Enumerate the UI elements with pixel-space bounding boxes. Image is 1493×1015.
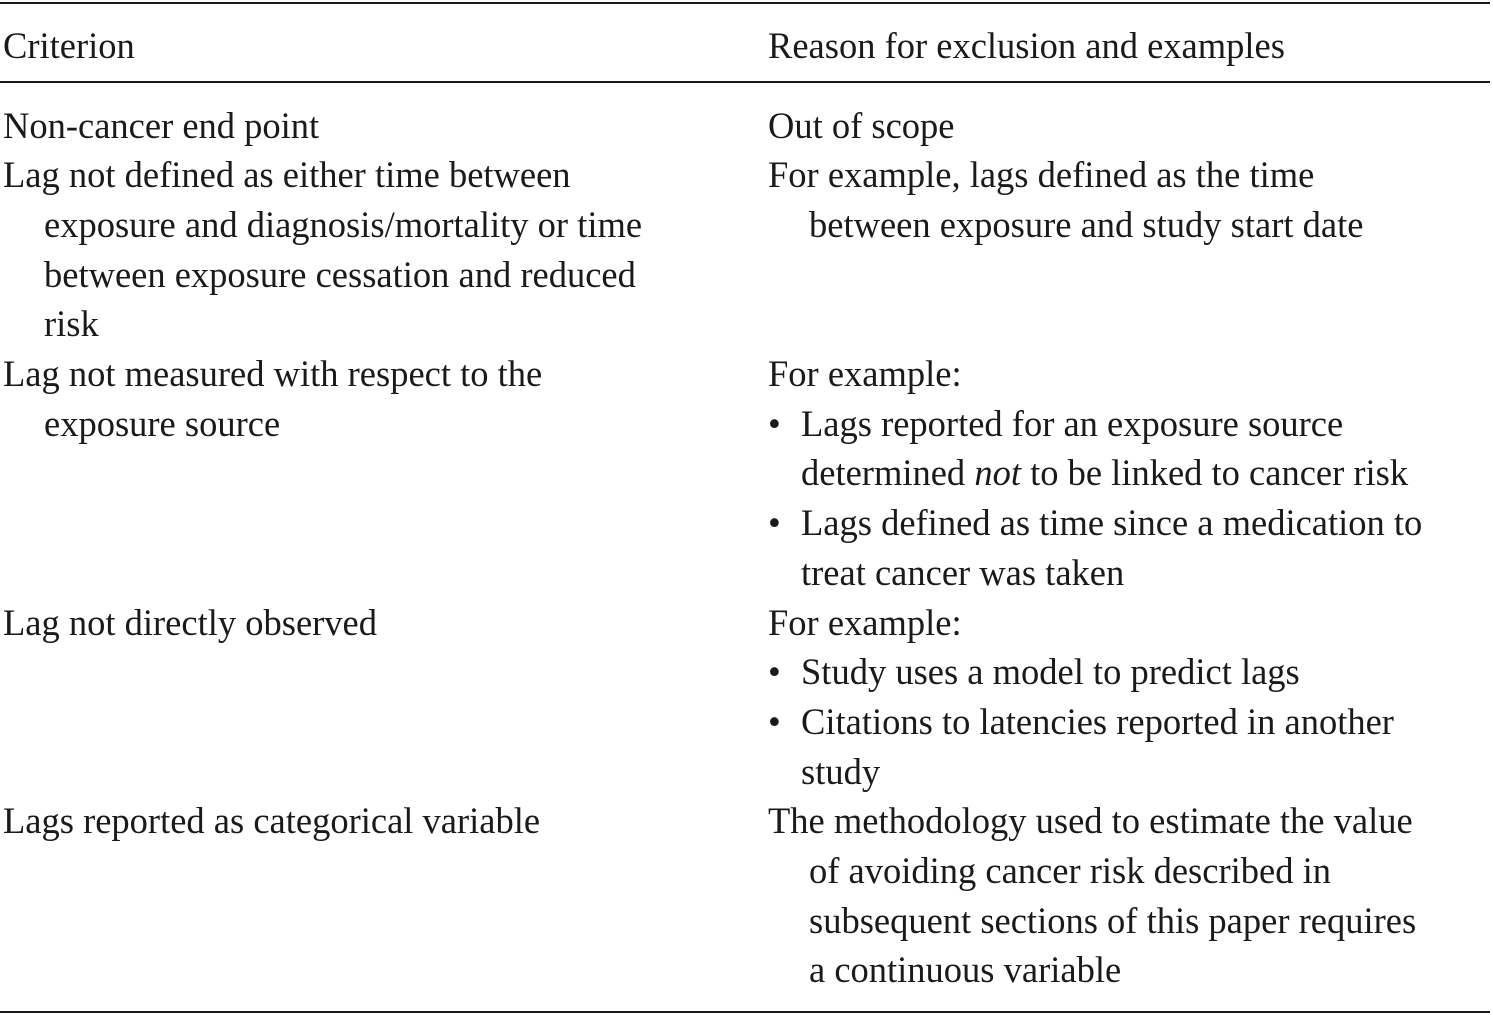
table-top-rule	[0, 2, 1490, 4]
row-3-bullet-1-line-1: Lags reported for an exposure source	[801, 403, 1344, 444]
row-4-criterion: Lag not directly observed	[3, 602, 378, 643]
row-4-bullet-2-line-1: Citations to latencies reported in another	[801, 701, 1394, 742]
row-3-reason-intro: For example:	[768, 353, 962, 394]
row-3-criterion-line-2: exposure source	[44, 403, 281, 444]
header-criterion: Criterion	[3, 25, 135, 66]
row-4-bullet-2-line-2: study	[801, 751, 881, 792]
row-4-reason-intro: For example:	[768, 602, 962, 643]
bullet-text-fragment: determined	[801, 452, 975, 493]
row-3-bullet-1-line-2	[801, 448, 1408, 498]
bullet-text-fragment: to be linked to cancer risk	[1020, 452, 1409, 493]
bullet-icon: •	[768, 651, 781, 692]
row-2-criterion-line-2: exposure and diagnosis/mortality or time	[44, 204, 643, 245]
row-5-criterion: Lags reported as categorical variable	[3, 800, 541, 841]
row-4-bullet-1-line-1: Study uses a model to predict lags	[801, 651, 1300, 692]
header-reason: Reason for exclusion and examples	[768, 25, 1285, 66]
row-1-criterion: Non-cancer end point	[3, 105, 320, 146]
row-2-criterion-line-4: risk	[44, 303, 99, 344]
bullet-icon: •	[768, 701, 781, 742]
row-5-reason-line-4: a continuous variable	[809, 949, 1122, 990]
bullet-icon: •	[768, 403, 781, 444]
table-header-rule	[0, 81, 1490, 83]
row-3-bullet-2-line-1: Lags defined as time since a medication to	[801, 502, 1423, 543]
bullet-icon: •	[768, 502, 781, 543]
row-1-reason: Out of scope	[768, 105, 955, 146]
table-bottom-rule	[0, 1011, 1490, 1013]
row-2-reason-line-1: For example, lags defined as the time	[768, 154, 1315, 195]
row-5-reason-line-1: The methodology used to estimate the value	[768, 800, 1413, 841]
row-2-criterion-line-1: Lag not defined as either time between	[3, 154, 571, 195]
row-2-criterion-line-3: between exposure cessation and reduced	[44, 254, 636, 295]
emphasis-text: not	[974, 452, 1021, 493]
row-2-reason-line-2: between exposure and study start date	[809, 204, 1364, 245]
row-3-bullet-2-line-2: treat cancer was taken	[801, 552, 1125, 593]
row-3-criterion-line-1: Lag not measured with respect to the	[3, 353, 543, 394]
row-5-reason-line-2: of avoiding cancer risk described in	[809, 850, 1331, 891]
row-5-reason-line-3: subsequent sections of this paper requires	[809, 900, 1417, 941]
